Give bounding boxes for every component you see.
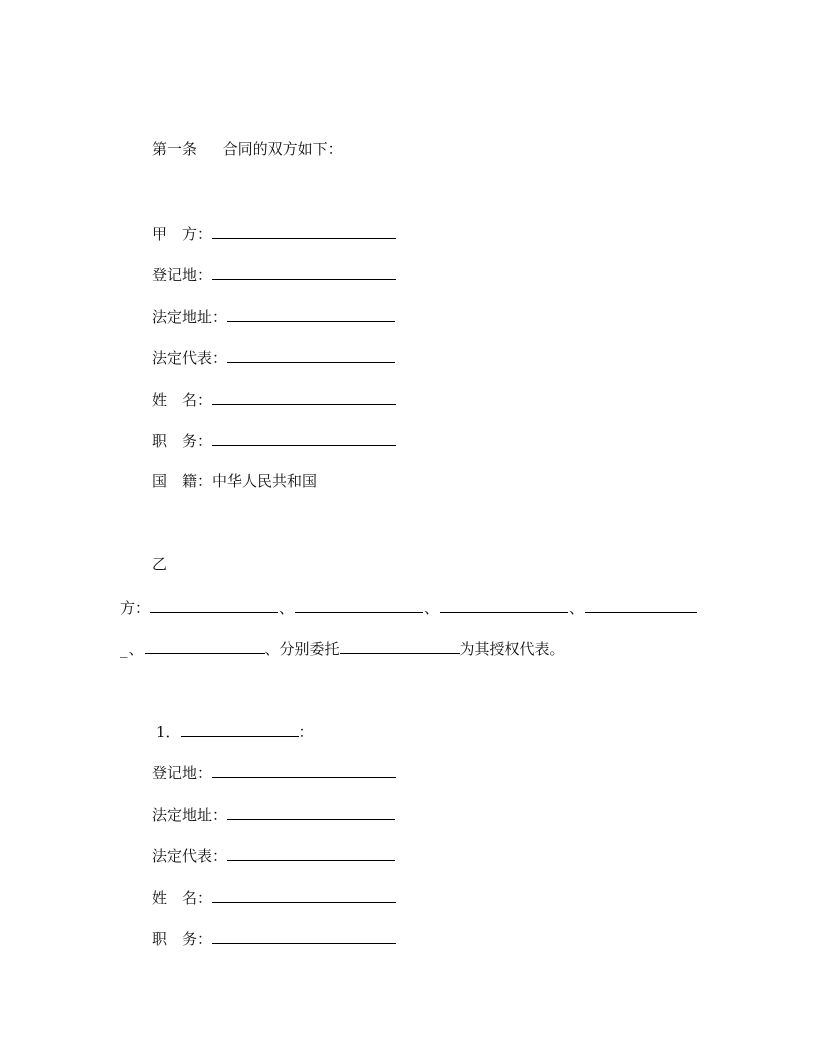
party-b-label-part1: 乙 xyxy=(152,555,168,573)
field-label: 甲 方： xyxy=(152,225,213,243)
party-a-person-name-blank[interactable] xyxy=(212,388,396,405)
party-b-member-blank-4[interactable] xyxy=(585,596,697,613)
party-b-representative-blank[interactable] xyxy=(340,637,460,654)
party-b-entrust-row xyxy=(120,637,565,657)
field-label: 登记地： xyxy=(152,764,213,782)
party-a-name-blank[interactable] xyxy=(212,222,396,239)
entrust-text: 、分别委托 xyxy=(264,640,340,658)
party-b-label-part2: 方： xyxy=(120,599,151,617)
member-1-legal-rep-row xyxy=(152,844,395,864)
party-b-member-blank-1[interactable] xyxy=(150,596,278,613)
article-heading xyxy=(152,139,343,159)
party-a-registration-blank[interactable] xyxy=(212,263,396,280)
field-label: 法定地址： xyxy=(152,308,228,326)
member-1-position-blank[interactable] xyxy=(212,927,396,944)
party-b-label-start xyxy=(152,554,167,574)
article-number: 第一条 xyxy=(152,140,198,158)
separator: 、 xyxy=(569,599,585,617)
member-1-registration-blank[interactable] xyxy=(212,761,396,778)
party-a-registration-row xyxy=(152,263,396,283)
separator: 、 xyxy=(128,640,144,658)
member-1-registration-row xyxy=(152,761,396,781)
separator: 、 xyxy=(279,599,295,617)
party-a-address-row xyxy=(152,305,395,325)
field-label: 国 籍： xyxy=(152,472,213,490)
party-a-position-row xyxy=(152,429,396,449)
field-label: 法定代表： xyxy=(152,349,228,367)
party-b-member-blank-3[interactable] xyxy=(440,596,568,613)
party-a-nationality-row xyxy=(152,471,317,491)
party-b-member-blank-5[interactable] xyxy=(145,637,265,654)
party-a-legal-rep-row xyxy=(152,346,395,366)
member-1-address-row xyxy=(152,803,395,823)
nationality-value: 中华人民共和国 xyxy=(212,472,318,490)
field-label: 姓 名： xyxy=(152,391,213,409)
member-1-legal-rep-blank[interactable] xyxy=(227,844,395,861)
party-b-members-row xyxy=(120,596,697,616)
member-1-person-name-row xyxy=(152,886,396,906)
member-1-address-blank[interactable] xyxy=(227,803,395,820)
article-title: 合同的双方如下： xyxy=(222,140,343,158)
underscore-char: _ xyxy=(120,640,128,658)
member-1-name-blank[interactable] xyxy=(181,720,299,737)
field-label: 姓 名： xyxy=(152,889,213,907)
field-label: 职 务： xyxy=(152,930,213,948)
party-a-person-name-row xyxy=(152,388,396,408)
member-1-position-row xyxy=(152,927,396,947)
field-label: 职 务： xyxy=(152,432,213,450)
member-1-person-name-blank[interactable] xyxy=(212,886,396,903)
field-label: 法定代表： xyxy=(152,847,228,865)
member-1-heading-row xyxy=(156,720,314,740)
member-colon: ： xyxy=(298,723,314,741)
field-label: 法定地址： xyxy=(152,806,228,824)
party-b-member-blank-2[interactable] xyxy=(295,596,423,613)
party-a-name-row xyxy=(152,222,396,242)
party-a-address-blank[interactable] xyxy=(227,305,395,322)
party-a-legal-rep-blank[interactable] xyxy=(227,346,395,363)
representative-suffix: 为其授权代表。 xyxy=(459,640,565,658)
member-number: 1． xyxy=(156,723,181,741)
field-label: 登记地： xyxy=(152,266,213,284)
separator: 、 xyxy=(424,599,440,617)
party-a-position-blank[interactable] xyxy=(212,429,396,446)
